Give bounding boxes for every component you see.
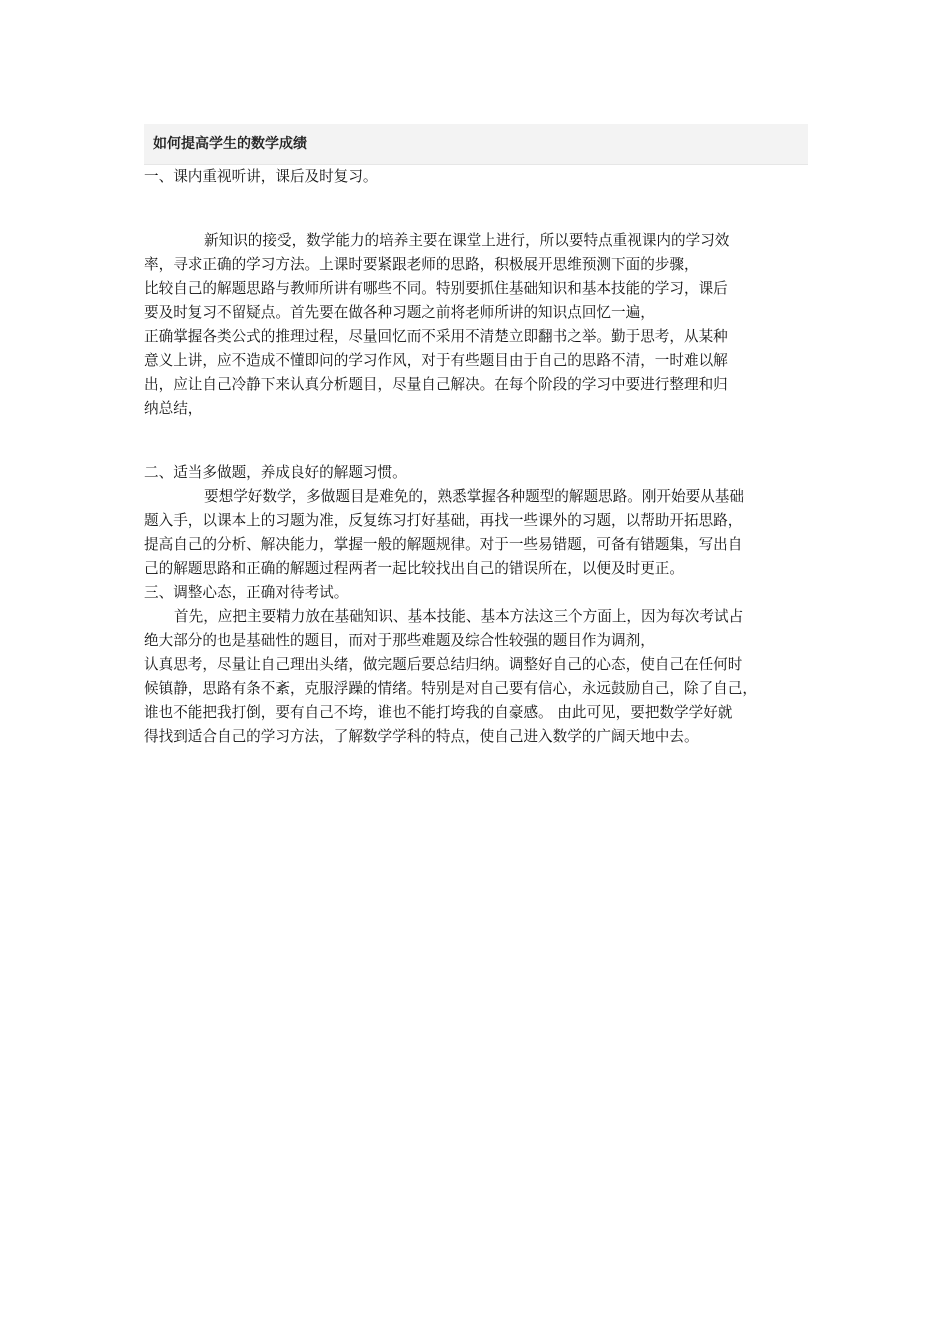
paragraph-line: 认真思考，尽量让自己理出头绪，做完题后要总结归纳。调整好自己的心态，使自己在任何时 (144, 656, 743, 673)
spacer (144, 421, 808, 445)
paragraph-line: 出，应让自己冷静下来认真分析题目，尽量自己解决。在每个阶段的学习中要进行整理和归 (144, 376, 728, 393)
document-page (144, 124, 808, 749)
spacer (144, 189, 808, 213)
paragraph-line: 得找到适合自己的学习方法，了解数学学科的特点，使自己进入数学的广阔天地中去。 (144, 728, 699, 745)
section-heading-1: 一、课内重视听讲，课后及时复习。 (144, 168, 378, 185)
paragraph-line: 候镇静，思路有条不紊，克服浮躁的情绪。特别是对自己要有信心，永远鼓励自己，除了自己， (144, 680, 757, 697)
paragraph-line: 要及时复习不留疑点。首先要在做各种习题之前将老师所讲的知识点回忆一遍， (144, 304, 655, 321)
paragraph-line: 己的解题思路和正确的解题过程两者一起比较找出自己的错误所在，以便及时更正。 (144, 560, 684, 577)
paragraph-line: 新知识的接受，数学能力的培养主要在课堂上进行，所以要特点重视课内的学习效 (204, 232, 730, 249)
paragraph-line: 率，寻求正确的学习方法。上课时要紧跟老师的思路，积极展开思维预测下面的步骤， (144, 256, 699, 273)
paragraph-line: 纳总结， (144, 400, 203, 417)
section-heading-2: 二、适当多做题，养成良好的解题习惯。 (144, 464, 407, 481)
paragraph-line: 比较自己的解题思路与教师所讲有哪些不同。特别要抓住基础知识和基本技能的学习，课后 (144, 280, 728, 297)
paragraph-line: 意义上讲，应不造成不懂即问的学习作风，对于有些题目由于自己的思路不清，一时难以解 (144, 352, 728, 369)
paragraph-line: 要想学好数学，多做题目是难免的，熟悉掌握各种题型的解题思路。刚开始要从基础 (204, 488, 744, 505)
spacer (144, 445, 808, 461)
paragraph-line: 提高自己的分析、解决能力，掌握一般的解题规律。对于一些易错题，可备有错题集，写出自 (144, 536, 743, 553)
document-title: 如何提高学生的数学成绩 (144, 124, 808, 165)
section-heading-3: 三、调整心态，正确对待考试。 (144, 584, 349, 601)
spacer (144, 213, 808, 229)
paragraph-line: 绝大部分的也是基础性的题目，而对于那些难题及综合性较强的题目作为调剂， (144, 632, 655, 649)
paragraph-line: 正确掌握各类公式的推理过程，尽量回忆而不采用不清楚立即翻书之举。勤于思考，从某种 (144, 328, 728, 345)
paragraph-line: 首先，应把主要精力放在基础知识、基本技能、基本方法这三个方面上，因为每次考试占 (174, 608, 744, 625)
paragraph-line: 谁也不能把我打倒，要有自己不垮，谁也不能打垮我的自豪感。 由此可见，要把数学学好就 (144, 704, 733, 721)
paragraph-line: 题入手，以课本上的习题为准，反复练习打好基础，再找一些课外的习题，以帮助开拓思路， (144, 512, 743, 529)
